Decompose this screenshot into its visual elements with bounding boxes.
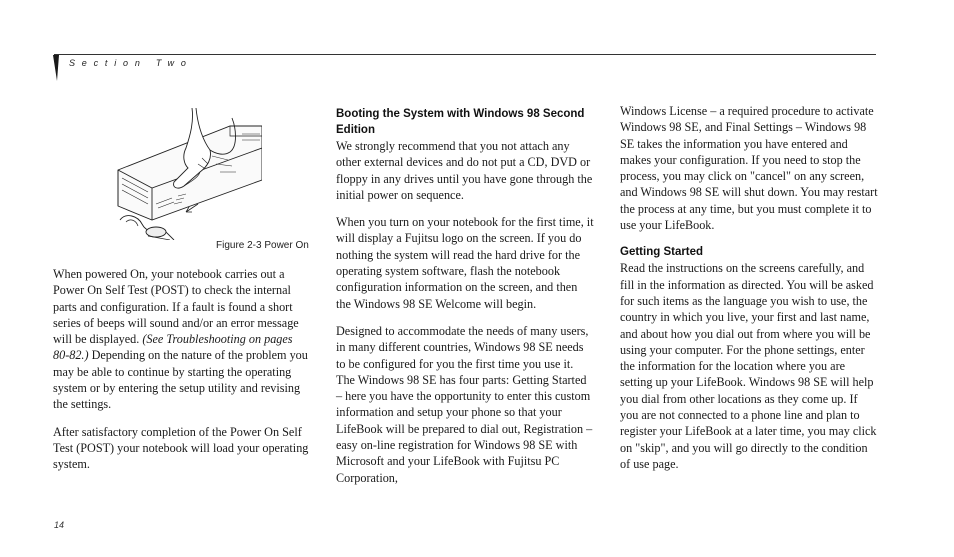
load-os-paragraph: After satisfactory completion of the Power On Self Test (POST) your notebook will load your operating system. [53, 424, 309, 472]
page-number: 14 [54, 520, 65, 530]
figure-caption: Figure 2-3 Power On [216, 240, 309, 251]
troubleshooting-reference: (See Troubleshooting on pages 80-82.) [53, 332, 293, 363]
left-column [53, 266, 311, 484]
getting-started-heading: Getting Started [620, 246, 704, 259]
header-rule [54, 54, 876, 55]
first-time-paragraph: When you turn on your notebook for the first time, it will display a Fujitsu logo on the screen. If you do nothing the system will read the hard drive for the operating system software, flash the notebook configuration information on the screen, and then the Windows 98 SE Welcome will begin. [336, 215, 594, 311]
post-paragraph [53, 266, 311, 413]
hand-pressing-power-button-illustration [112, 108, 262, 240]
booting-heading: Booting the System with Windows 98 Second Edition [336, 108, 585, 136]
post-text: When powered On, your notebook carries out a Power On Self Test (POST) to check the internal parts and configuration. If a fault is found a short series of beeps will sound and/or an error message will be displayed. [53, 267, 299, 347]
post-text-continued: Depending on the nature of the problem you may be able to continue by starting the operating system or by entering the setup utility and revising the settings. [53, 348, 308, 412]
power-on-illustration [112, 108, 262, 240]
right-column [620, 103, 878, 483]
section-label: Section Two [69, 58, 193, 68]
configure-paragraph: Designed to accommodate the needs of many users, in many different countries, Windows 98 SE needs to be configured for you the first time you use it. The Windows 98 SE has four parts: Getting Started – here you have the opportunity to enter this custom information and setup your phone so that your LifeBook will be prepared to dial out, Registration – easy on-line registration for Windows 98 SE with Microsoft and your LifeBook with Fujitsu PC Corporation, [336, 323, 593, 485]
recommend-paragraph: We strongly recommend that you not attach any other external devices and do not put a CD, DVD or floppy in any drives until you have gone through the initial power on sequence. [336, 139, 593, 202]
license-paragraph: Windows License – a required procedure to activate Windows 98 SE, and Final Settings – Windows 98 SE takes the information you have entered and makes your configuration. If you need to stop the process, you may click on "cancel" on any screen, and Windows 98 SE will shut down. You may restart the process at any time, but you must complete it to use your LifeBook. [620, 104, 878, 233]
instructions-paragraph: Read the instructions on the screens carefully, and fill in the information as directed. You will be asked for such items as the language you wish to use, the country in which you live, your first and last name, and about how you dial out from where you will be using your computer. For the phone settings, enter the information for the location where you are setting up your LifeBook. Windows 98 SE will help you dial from other locations as they come up. If you are not connected to a phone line and plan to register your LifeBook at a later time, you may click on "skip", and you will go directly to the condition of use page. [620, 261, 877, 471]
middle-column [336, 106, 594, 497]
section-tab-marker [53, 55, 59, 81]
